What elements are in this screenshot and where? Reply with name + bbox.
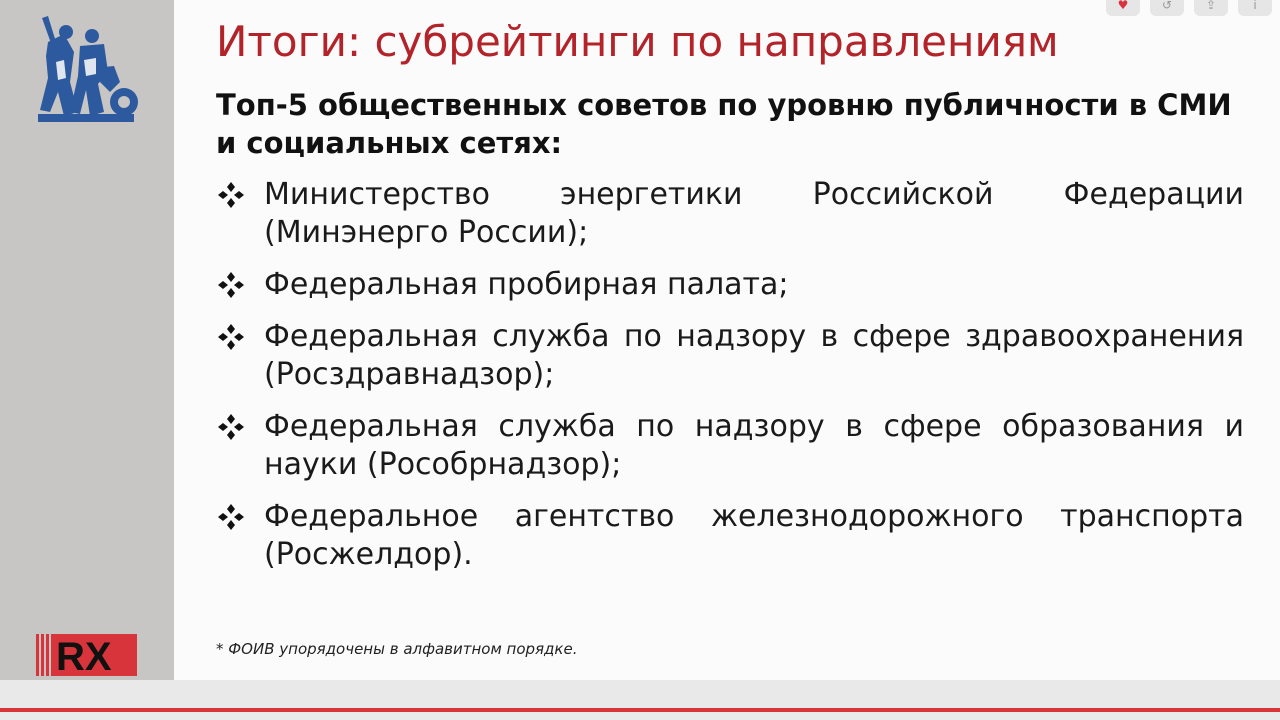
diamond-bullet-icon [216,270,246,300]
list-item-text: Федеральная служба по надзору в сфере образования и науки (Рособрнадзор); [264,409,1244,482]
rx-logo [36,632,140,678]
list-item [216,176,1244,252]
list-item [216,318,1244,394]
slide-sidebar [0,0,174,680]
slide-content [174,0,1280,680]
share-icon[interactable]: ⇪ [1194,0,1228,16]
list-item-text: Федеральная служба по надзору в сфере здравоохранения (Росздравнадзор); [264,319,1244,392]
bottom-bar [0,680,1280,720]
slide-subtitle: Топ-5 общественных советов по уровню публичности в СМИ и социальных сетях: [216,88,1232,160]
diamond-bullet-icon [216,412,246,442]
diamond-bullet-icon [216,180,246,210]
list-item-text: Федеральное агентство железнодорожного транспорта (Росжелдор). [264,499,1244,572]
emblem-icon [34,12,138,124]
ranking-list [216,176,1244,588]
history-icon[interactable]: ↺ [1150,0,1184,16]
list-item-text: Федеральная пробирная палата; [264,267,789,302]
list-item [216,498,1244,574]
list-item [216,408,1244,484]
diamond-bullet-icon [216,502,246,532]
progress-line [0,708,1280,712]
top-controls [1106,0,1272,16]
list-item [216,266,1244,304]
info-icon[interactable]: i [1238,0,1272,16]
diamond-bullet-icon [216,322,246,352]
list-item-text: Министерство энергетики Российской Федерации (Минэнерго России); [264,177,1244,250]
rx-logo-text: RX [56,635,112,678]
heart-icon[interactable]: ♥ [1106,0,1140,16]
footnote: * ФОИВ упорядочены в алфавитном порядке. [216,640,578,658]
slide-title: Итоги: субрейтинги по направлениям [216,17,1059,66]
